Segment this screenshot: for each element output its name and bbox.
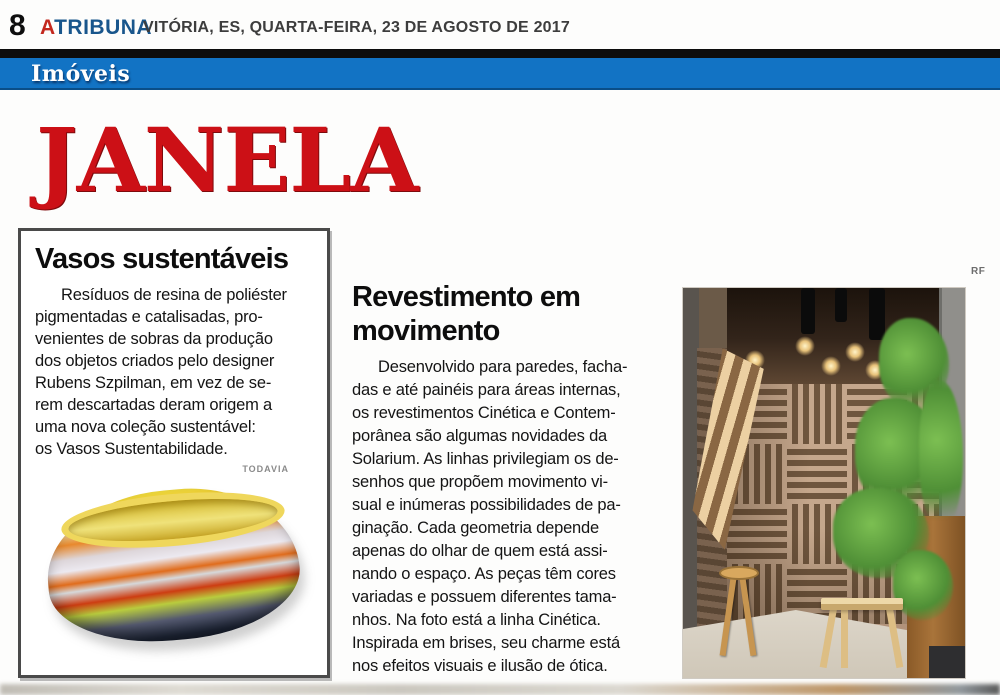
glass-bowl-figure xyxy=(35,476,317,652)
wall-panel-tile xyxy=(787,384,847,444)
section-label: Imóveis xyxy=(31,61,131,87)
spotlight-glow xyxy=(795,336,815,356)
main-article-title: Revestimento em movimento xyxy=(352,281,581,347)
cropped-content-strip xyxy=(0,684,1000,695)
page-headline: JANELA xyxy=(36,108,418,212)
dateline: VITÓRIA, ES, QUARTA-FEIRA, 23 DE AGOSTO DE 2017 xyxy=(143,19,570,36)
boxed-article-title: Vasos sustentáveis xyxy=(35,243,289,275)
masthead-initial: A xyxy=(40,16,55,39)
ceiling-light-fixture xyxy=(801,288,815,334)
ceiling-light-fixture xyxy=(835,288,847,322)
header-rule xyxy=(0,49,1000,58)
boxed-article-body: Resíduos de resina de poliéster pigmentadas e catalisadas, pro- venientes de sobras da produção dos objetos criados pelo designer Rubens Szpilman, em vez de se- rem descartadas deram origem a uma nova coleção sustentável: os Vasos Sustentabilidade. xyxy=(35,286,287,458)
wall-panel-tile xyxy=(727,504,787,564)
stool-seat xyxy=(719,566,759,580)
plant-fern xyxy=(919,380,963,530)
boxed-article xyxy=(18,228,330,678)
spotlight-glow xyxy=(821,356,841,376)
boxed-article-credit: TODAVIA xyxy=(242,464,289,474)
bench-leg xyxy=(841,606,848,668)
photo-credit: RF xyxy=(971,266,986,277)
main-article-body: Desenvolvido para paredes, facha- das e até painéis para áreas internas, os revestimentos Cinética e Contem- porânea são algumas novidades da Solarium. As linhas privilegiam os de- senhos que propõem movimento vi- sual e inúmeras possibilidades de pa- ginação. Cada geometria depende apenas do olhar de quem está assi- nando o espaço. As peças têm cores variadas e possuem diferentes tama- nhos. Na foto está a linha Cinética. Inspirada em brises, seu charme está nos efeitos visuais e ilusão de ótica. xyxy=(352,358,628,675)
main-article xyxy=(352,280,684,678)
masthead xyxy=(40,16,152,40)
spotlight-glow xyxy=(845,342,865,362)
page-number: 8 xyxy=(9,9,25,42)
wall-panel-tile xyxy=(787,444,847,504)
showroom-photo xyxy=(683,288,965,678)
ceiling-light-fixture xyxy=(869,288,885,340)
page-header xyxy=(0,8,1000,46)
masthead-rest: TRIBUNA xyxy=(54,16,153,39)
section-bar xyxy=(0,58,1000,90)
bench-seat xyxy=(821,598,903,610)
